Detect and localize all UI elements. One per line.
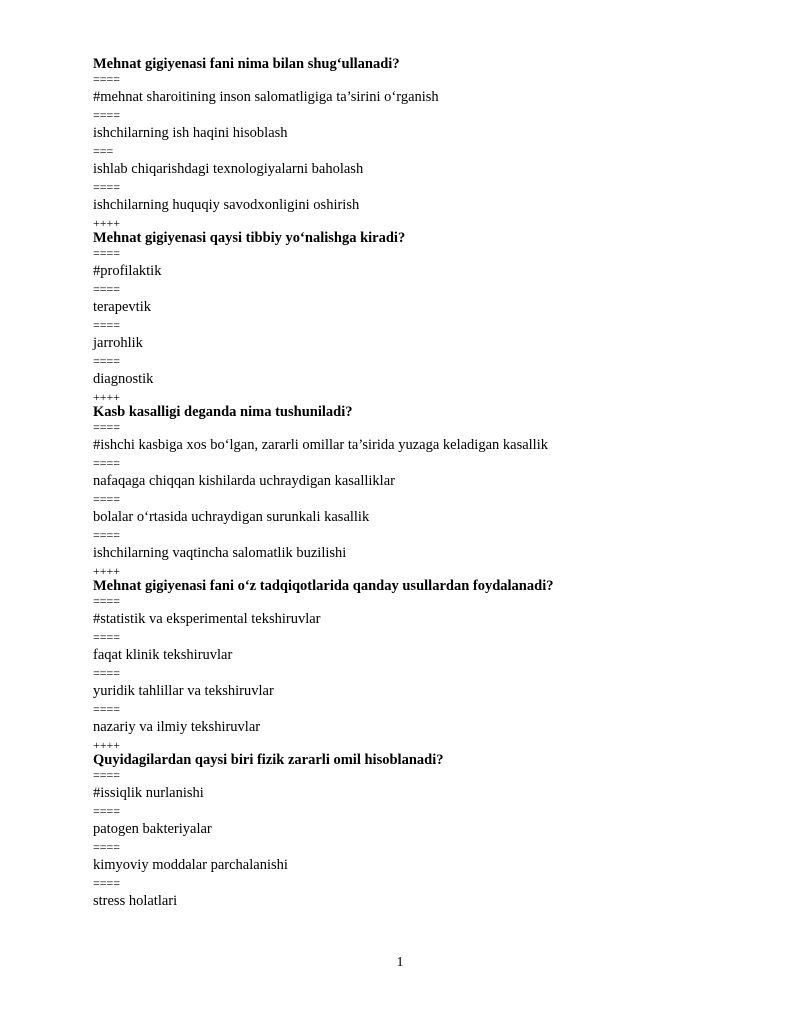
- separator: ====: [93, 72, 121, 86]
- answer-option: #ishchi kasbiga xos bo‘lgan, zararli omillar ta’sirida yuzaga keladigan kasallik: [93, 437, 548, 453]
- separator: ====: [93, 630, 121, 644]
- answer-option: ishchilarning ish haqini hisoblash: [93, 125, 288, 141]
- separator: ====: [93, 180, 121, 194]
- answer-option: #issiqlik nurlanishi: [93, 785, 204, 801]
- separator: ====: [93, 282, 121, 296]
- question-end-marker: ++++: [93, 738, 121, 752]
- question-block: [93, 403, 733, 577]
- answer-option: diagnostik: [93, 371, 154, 387]
- separator: ====: [93, 354, 121, 368]
- answer-option: #profilaktik: [93, 263, 162, 279]
- document-page: [93, 55, 733, 913]
- answer-option: ishchilarning vaqtincha salomatlik buzilishi: [93, 545, 347, 561]
- question-end-marker: ++++: [93, 216, 121, 230]
- separator: ====: [93, 876, 121, 890]
- answer-option: kimyoviy moddalar parchalanishi: [93, 857, 288, 873]
- separator: ===: [93, 144, 114, 158]
- separator: ====: [93, 528, 121, 542]
- separator: ====: [93, 840, 121, 854]
- question-text: Mehnat gigiyenasi qaysi tibbiy yo‘nalishga kiradi?: [93, 230, 406, 246]
- question-block: [93, 55, 733, 229]
- question-end-marker: ++++: [93, 564, 121, 578]
- answer-option: nafaqaga chiqqan kishilarda uchraydigan kasalliklar: [93, 473, 395, 489]
- answer-option: patogen bakteriyalar: [93, 821, 212, 837]
- question-text: Mehnat gigiyenasi fani nima bilan shug‘ullanadi?: [93, 56, 400, 72]
- answer-option: ishchilarning huquqiy savodxonligini oshirish: [93, 197, 360, 213]
- answer-option: yuridik tahlillar va tekshiruvlar: [93, 683, 274, 699]
- separator: ====: [93, 702, 121, 716]
- separator: ====: [93, 492, 121, 506]
- answer-option: stress holatlari: [93, 893, 178, 909]
- question-block: [93, 229, 733, 403]
- answer-option: #statistik va eksperimental tekshiruvlar: [93, 611, 321, 627]
- question-end-marker: ++++: [93, 390, 121, 404]
- separator: ====: [93, 108, 121, 122]
- separator: ====: [93, 246, 121, 260]
- question-block: [93, 751, 733, 913]
- answer-option: jarrohlik: [93, 335, 143, 351]
- separator: ====: [93, 594, 121, 608]
- question-text: Kasb kasalligi deganda nima tushuniladi?: [93, 404, 353, 420]
- separator: ====: [93, 768, 121, 782]
- answer-option: bolalar o‘rtasida uchraydigan surunkali kasallik: [93, 509, 370, 525]
- page-number: 1: [396, 955, 404, 970]
- separator: ====: [93, 420, 121, 434]
- separator: ====: [93, 318, 121, 332]
- answer-option: #mehnat sharoitining inson salomatligiga ta’sirini o‘rganish: [93, 89, 439, 105]
- separator: ====: [93, 804, 121, 818]
- answer-option: nazariy va ilmiy tekshiruvlar: [93, 719, 261, 735]
- answer-option: ishlab chiqarishdagi texnologiyalarni baholash: [93, 161, 364, 177]
- question-text: Quyidagilardan qaysi biri fizik zararli omil hisoblanadi?: [93, 752, 444, 768]
- answer-option: faqat klinik tekshiruvlar: [93, 647, 233, 663]
- question-block: [93, 577, 733, 751]
- answer-option: terapevtik: [93, 299, 151, 315]
- separator: ====: [93, 666, 121, 680]
- question-text: Mehnat gigiyenasi fani o‘z tadqiqotlarida qanday usullardan foydalanadi?: [93, 578, 554, 594]
- separator: ====: [93, 456, 121, 470]
